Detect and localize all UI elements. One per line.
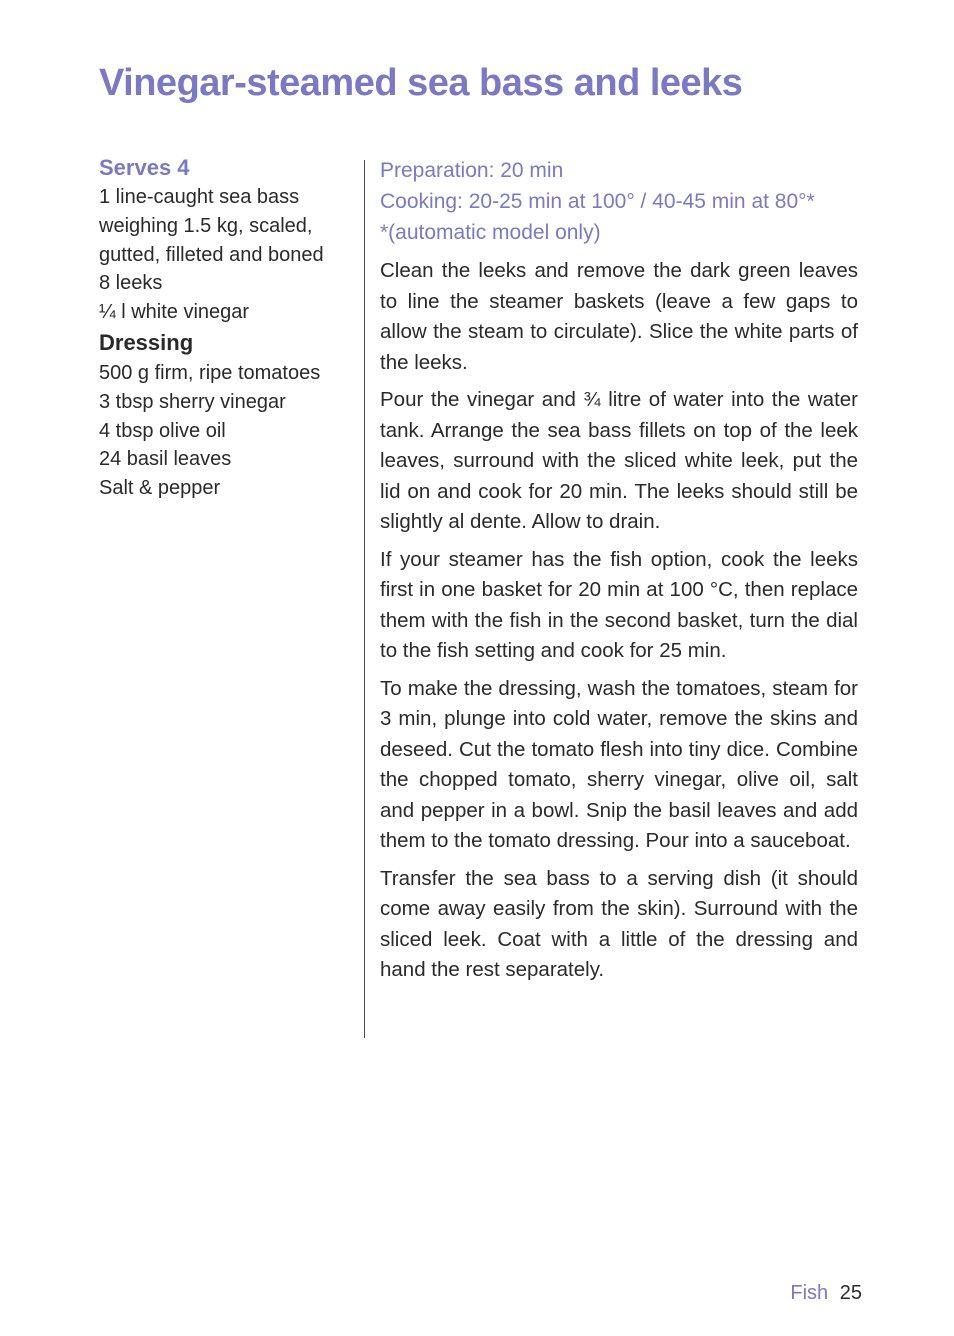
ingredients-column	[99, 153, 344, 503]
recipe-title: Vinegar-steamed sea bass and leeks	[99, 62, 743, 104]
section-label: Fish	[790, 1282, 829, 1304]
ingredient-line: 1 line-caught sea bass	[99, 186, 300, 208]
method-paragraph: To make the dressing, wash the tomatoes, steam for 3 min, plunge into cold water, remove the skins and deseed. Cut the tomato flesh into tiny dice. Combine the chopped tomato, sherry vinegar, olive oil, salt and pepper in a bowl. Snip the basil leaves and add them to the tomato dressing. Pour into a sauceboat.	[380, 676, 858, 852]
method-paragraph: If your steamer has the fish option, cook the leeks first in one basket for 20 min at 100 °C, then replace them with the fish in the second basket, turn the dial to the fish setting and cook for 25 min.	[380, 547, 858, 662]
method-column	[380, 155, 858, 993]
page-footer	[790, 1282, 862, 1305]
ingredient-line: gutted, filleted and boned	[99, 243, 324, 266]
ingredient-line: 500 g firm, ripe tomatoes	[99, 361, 321, 384]
ingredient-line: 4 tbsp olive oil	[99, 419, 226, 442]
preparation-time: Preparation: 20 min	[380, 159, 564, 182]
page-number: 25	[839, 1282, 862, 1304]
ingredient-line: 3 tbsp sherry vinegar	[99, 390, 286, 413]
dressing-heading: Dressing	[99, 329, 194, 355]
method-paragraph: Transfer the sea bass to a serving dish (it should come away easily from the skin). Surround with the sliced leek. Coat with a little of the dressing and hand the rest separately.	[380, 866, 858, 981]
column-divider	[364, 160, 365, 1038]
ingredient-line: 8 leeks	[99, 272, 163, 295]
main-ingredients-list	[99, 183, 344, 327]
ingredient-line: weighing 1.5 kg, scaled,	[99, 214, 313, 237]
ingredient-line: 24 basil leaves	[99, 448, 232, 471]
method-paragraph: Pour the vinegar and ¾ litre of water into the water tank. Arrange the sea bass fillets on top of the leek leaves, surround with the sliced white leek, put the lid on and cook for 20 min. The leeks should still be slightly al dente. Allow to drain.	[380, 388, 858, 533]
cooking-time: Cooking: 20-25 min at 100° / 40-45 min at 80°*	[380, 190, 815, 213]
ingredient-line: Salt & pepper	[99, 477, 221, 500]
serves-heading: Serves 4	[99, 155, 190, 180]
method-paragraph: Clean the leeks and remove the dark green leaves to line the steamer baskets (leave a few gaps to allow the steam to circulate). Slice the white parts of the leeks.	[380, 259, 858, 374]
dressing-ingredients-list	[99, 359, 344, 503]
ingredient-line: ¼ l white vinegar	[99, 301, 250, 324]
timing-info	[380, 155, 858, 248]
automatic-model-note: *(automatic model only)	[380, 221, 601, 244]
